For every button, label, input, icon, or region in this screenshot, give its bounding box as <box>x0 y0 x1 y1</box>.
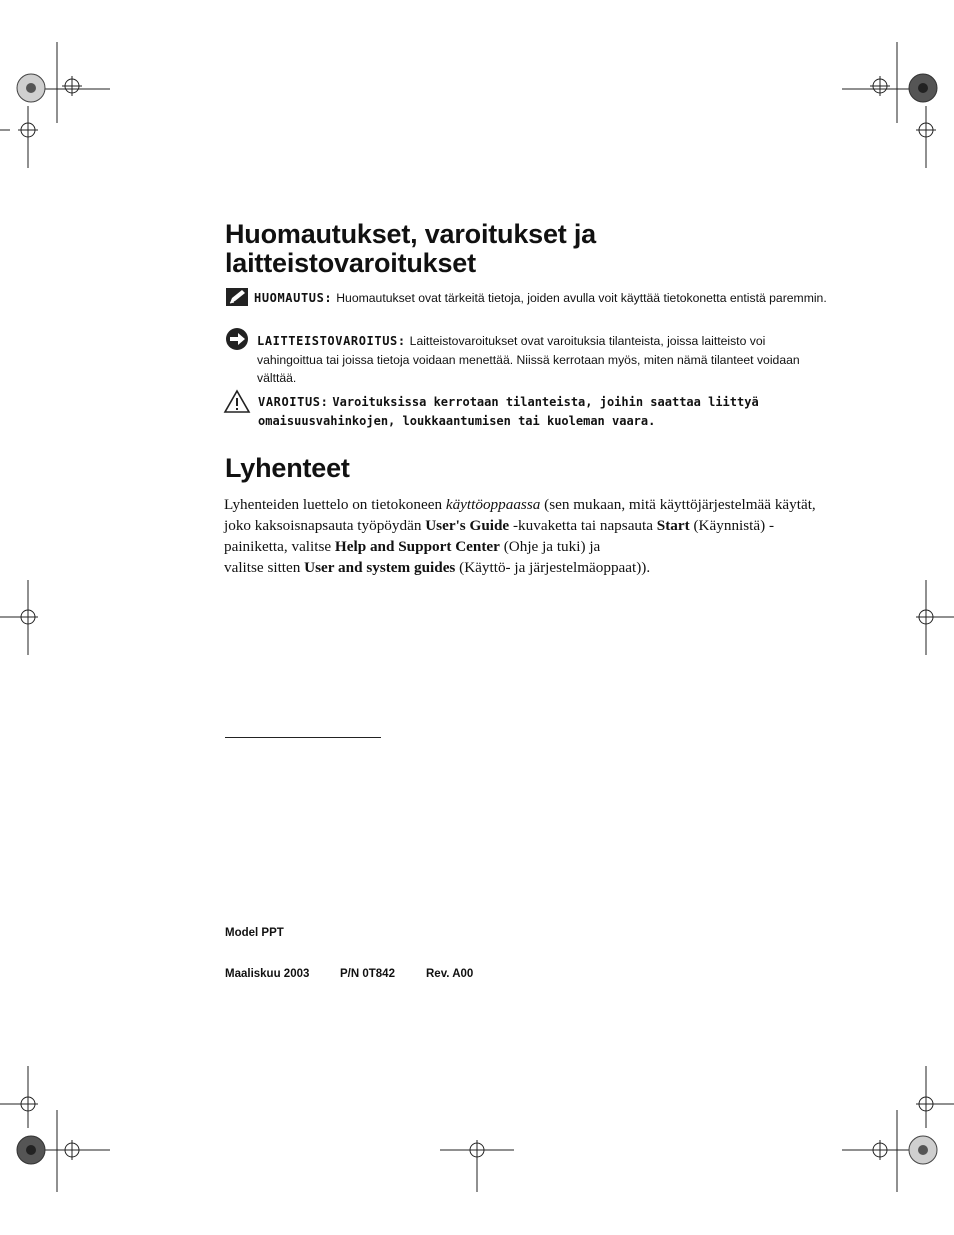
model-number: Model PPT <box>225 927 284 939</box>
notice-block <box>257 332 809 388</box>
para-italic-users-guide: käyttöoppaassa <box>445 496 541 513</box>
caution-triangle-icon <box>224 390 250 413</box>
notes-heading <box>225 220 596 278</box>
note-text: Huomautukset ovat tärkeitä tietoja, joiden avulla voit käyttää tietokonetta entistä paremmin. <box>336 291 827 305</box>
para-bold-user-system-guides: User and system guides <box>304 559 456 576</box>
para-text: (sen mukaan, mitä käyttöjärjestelmää käytät, joko kaksoisnapsauta työpöydän <box>224 496 816 534</box>
footer-meta <box>225 967 473 981</box>
caution-block <box>258 393 778 430</box>
note-pencil-icon <box>226 288 248 306</box>
para-text: (Käynnistä) -painiketta, valitse <box>224 517 775 555</box>
para-text: Lyhenteiden luettelo on tietokoneen <box>224 496 446 513</box>
para-bold-help-support: Help and Support Center <box>334 538 500 555</box>
notice-text: Laitteistovaroitukset ovat varoituksia tilanteista, joissa laitteisto voi vahingoittua tai joissa tietoja voidaan menettää. Niissä kerrotaan myös, miten nämä tilanteet voidaan välttää. <box>257 334 800 385</box>
para-text: valitse sitten <box>224 559 305 576</box>
note-label: HUOMAUTUS: <box>254 291 333 305</box>
footer-date: Maaliskuu 2003 <box>225 968 310 980</box>
para-text: (Ohje ja tuki) ja <box>499 538 601 555</box>
footer-part-number: P/N 0T842 <box>340 968 395 980</box>
para-bold-start: Start <box>656 517 690 534</box>
para-bold-users-guide: User's Guide <box>425 517 510 534</box>
para-text: -kuvaketta tai napsauta <box>509 517 657 534</box>
caution-label: VAROITUS: <box>258 395 329 409</box>
footnote-rule <box>225 737 381 738</box>
notes-heading-line2: laitteistovaroitukset <box>225 248 476 278</box>
para-text: (Käyttö- ja järjestelmäoppaat)). <box>455 559 651 576</box>
footer-revision: Rev. A00 <box>426 968 474 980</box>
caution-text: Varoituksissa kerrotaan tilanteista, joihin saattaa liittyä omaisuusvahinkojen, loukkaantumisen tai kuoleman vaara. <box>258 395 759 428</box>
abbreviations-heading: Lyhenteet <box>225 453 350 483</box>
notice-label: LAITTEISTOVAROITUS: <box>257 334 406 348</box>
note-block <box>254 289 839 308</box>
notes-heading-line1: Huomautukset, varoitukset ja <box>225 219 597 249</box>
notice-hand-icon <box>225 327 249 351</box>
abbreviations-paragraph <box>224 494 824 578</box>
